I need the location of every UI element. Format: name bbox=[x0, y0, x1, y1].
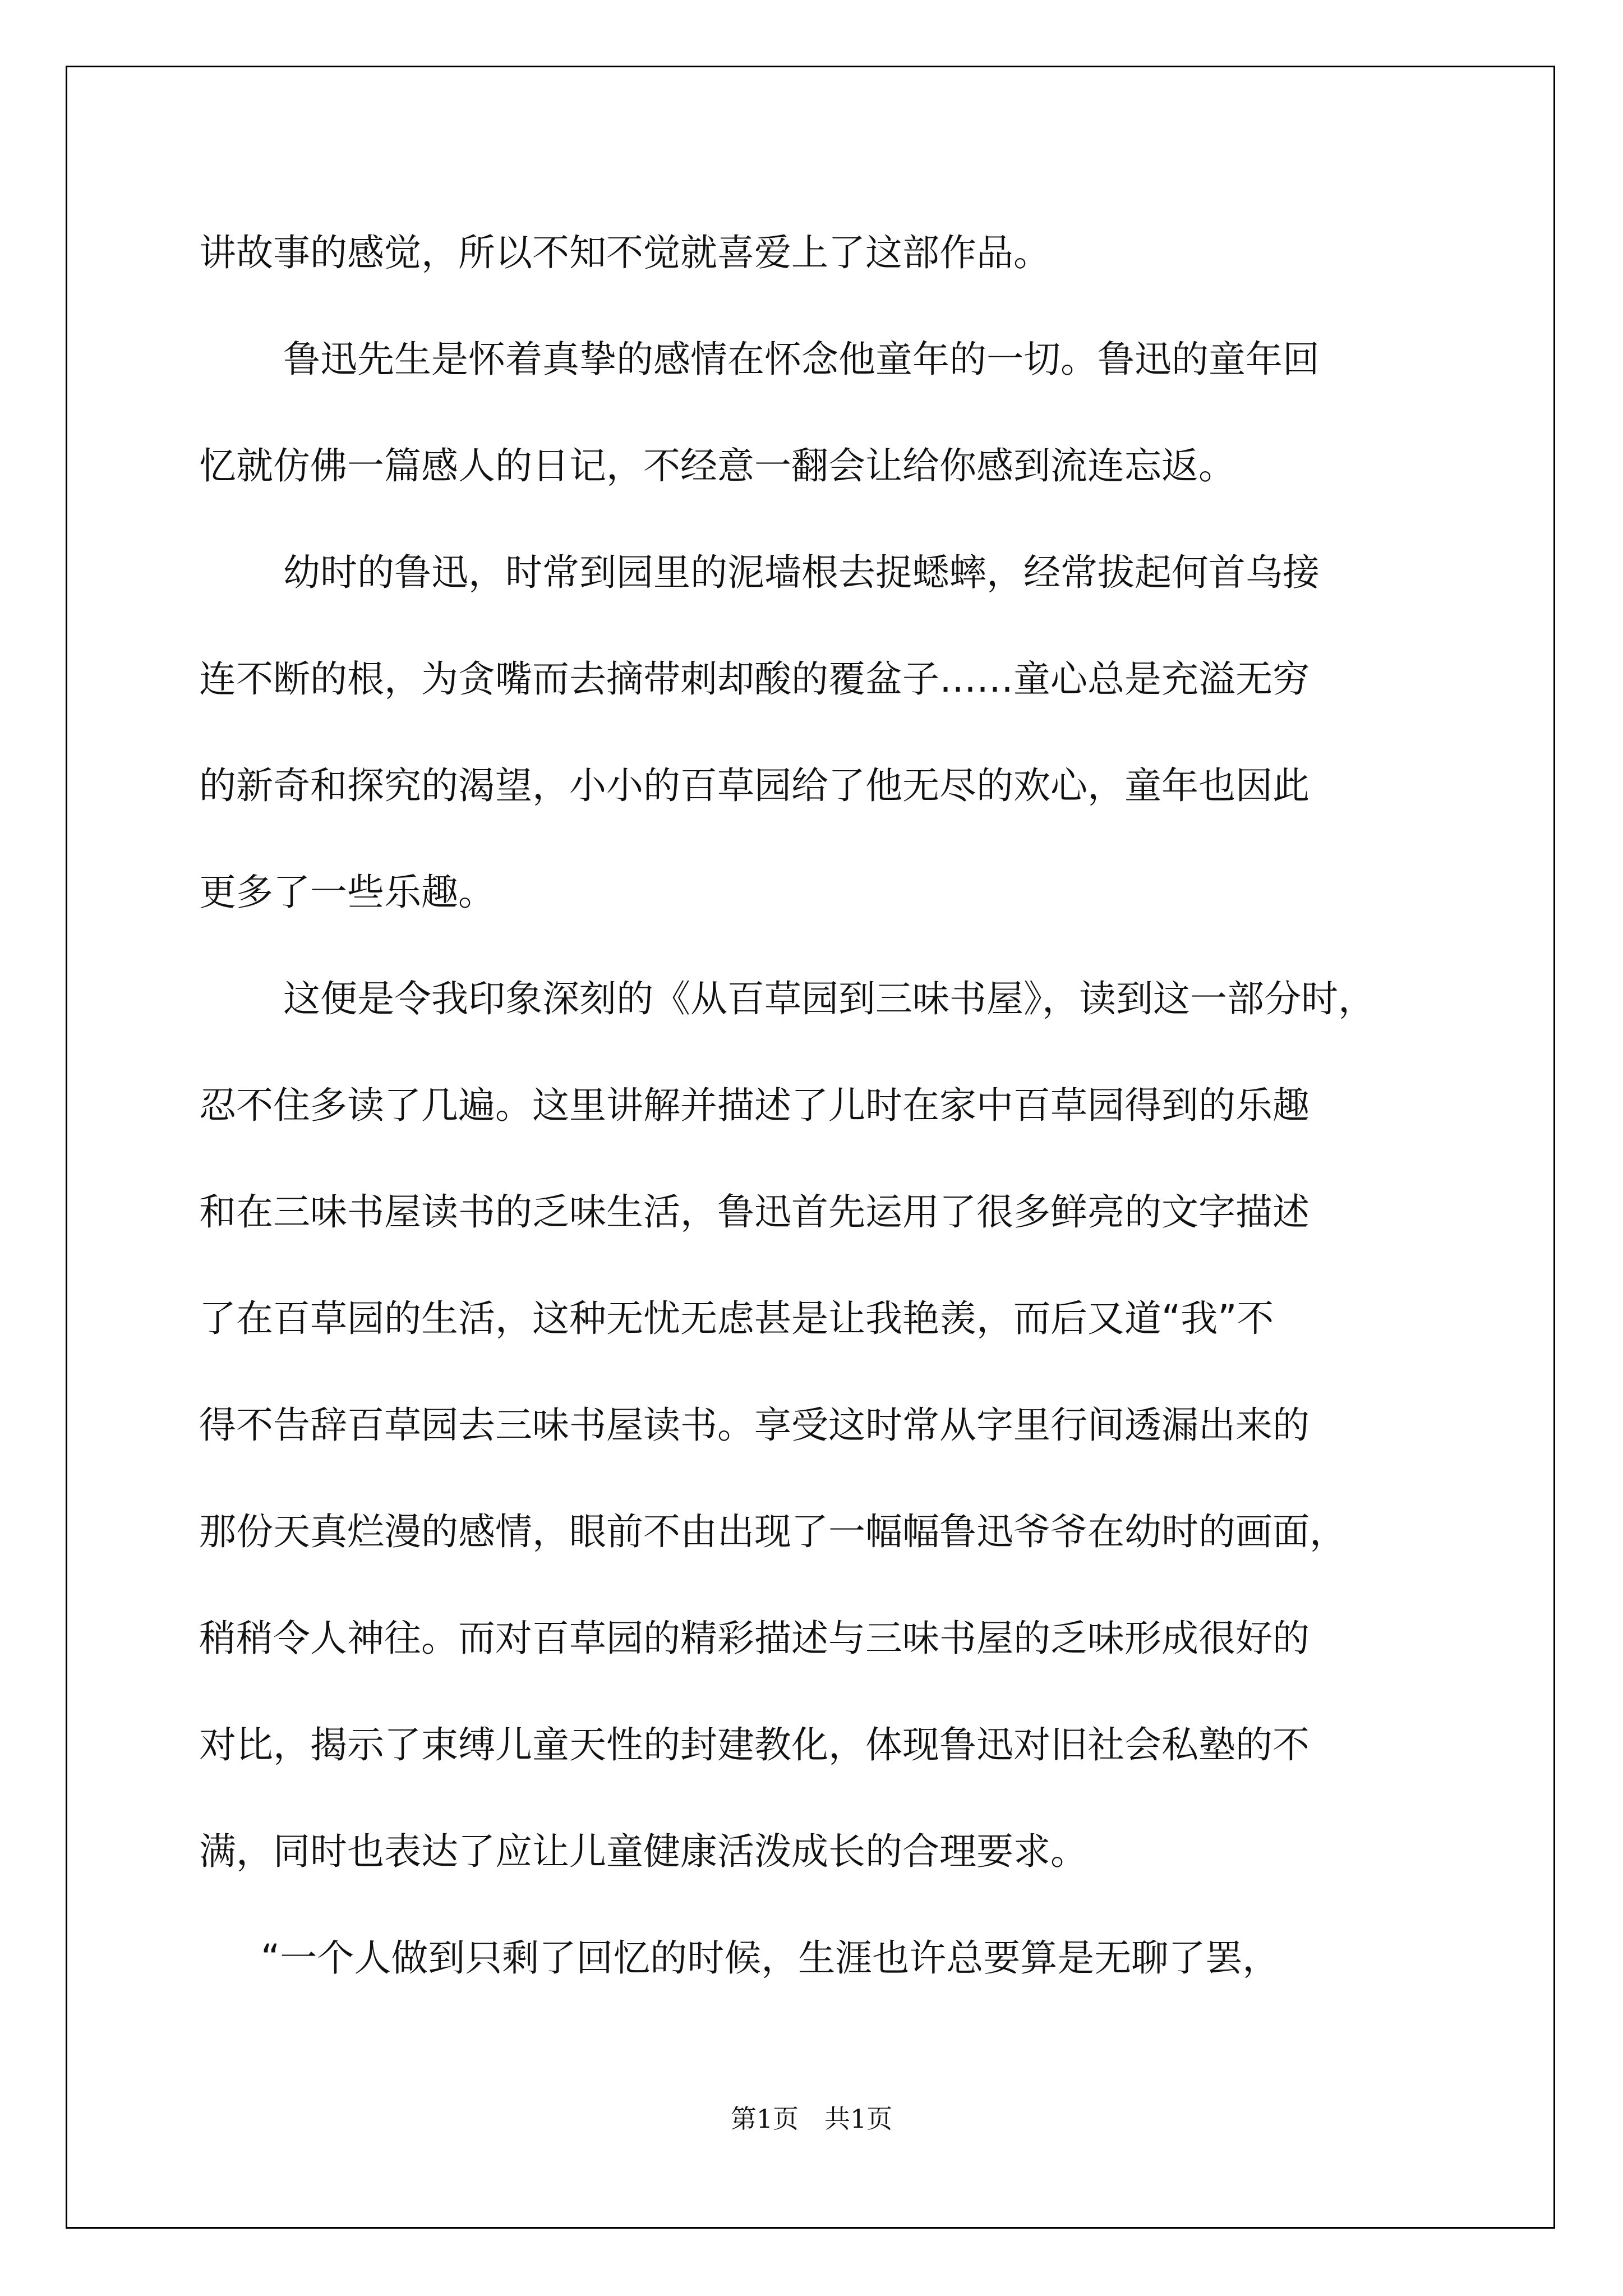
text-line: 更多了一些乐趣。 bbox=[199, 871, 495, 914]
text-line: 连不断的根，为贪嘴而去摘带刺却酸的覆盆子……童心总是充溢无穷 bbox=[199, 657, 1310, 701]
text-line: 了在百草园的生活，这种无忧无虑甚是让我艳羡，而后又道“我”不 bbox=[199, 1297, 1274, 1340]
text-line: 满，同时也表达了应让儿童健康活泼成长的合理要求。 bbox=[199, 1830, 1087, 1873]
text-line: 幼时的鲁迅，时常到园里的泥墙根去捉蟋蟀，经常拔起何首乌接 bbox=[283, 551, 1320, 594]
text-line: 和在三味书屋读书的乏味生活，鲁迅首先运用了很多鲜亮的文字描述 bbox=[199, 1190, 1310, 1234]
text-line: 这便是令我印象深刻的《从百草园到三味书屋》，读到这一部分时， bbox=[283, 977, 1375, 1020]
text-line: 忍不住多读了几遍。这里讲解并描述了儿时在家中百草园得到的乐趣 bbox=[199, 1084, 1310, 1127]
text-line: 对比，揭示了束缚儿童天性的封建教化，体现鲁迅对旧社会私塾的不 bbox=[199, 1723, 1310, 1766]
page-number: 第1页 共1页 bbox=[730, 2104, 893, 2134]
text-line: 鲁迅先生是怀着真挚的感情在怀念他童年的一切。鲁迅的童年回 bbox=[283, 338, 1320, 381]
text-line: 的新奇和探究的渴望，小小的百草园给了他无尽的欢心，童年也因此 bbox=[199, 764, 1310, 807]
text-line: “一个人做到只剩了回忆的时候，生涯也许总要算是无聊了罢， bbox=[261, 1936, 1280, 1980]
text-line: 得不告辞百草园去三味书屋读书。享受这时常从字里行间透漏出来的 bbox=[199, 1404, 1310, 1447]
text-line: 忆就仿佛一篇感人的日记，不经意一翻会让给你感到流连忘返。 bbox=[199, 444, 1235, 487]
text-line: 讲故事的感觉，所以不知不觉就喜爱上了这部作品。 bbox=[199, 231, 1050, 274]
text-line: 稍稍令人神往。而对百草园的精彩描述与三味书屋的乏味形成很好的 bbox=[199, 1617, 1310, 1660]
page-border bbox=[66, 66, 1555, 2229]
text-line: 那份天真烂漫的感情，眼前不由出现了一幅幅鲁迅爷爷在幼时的画面， bbox=[199, 1510, 1347, 1553]
